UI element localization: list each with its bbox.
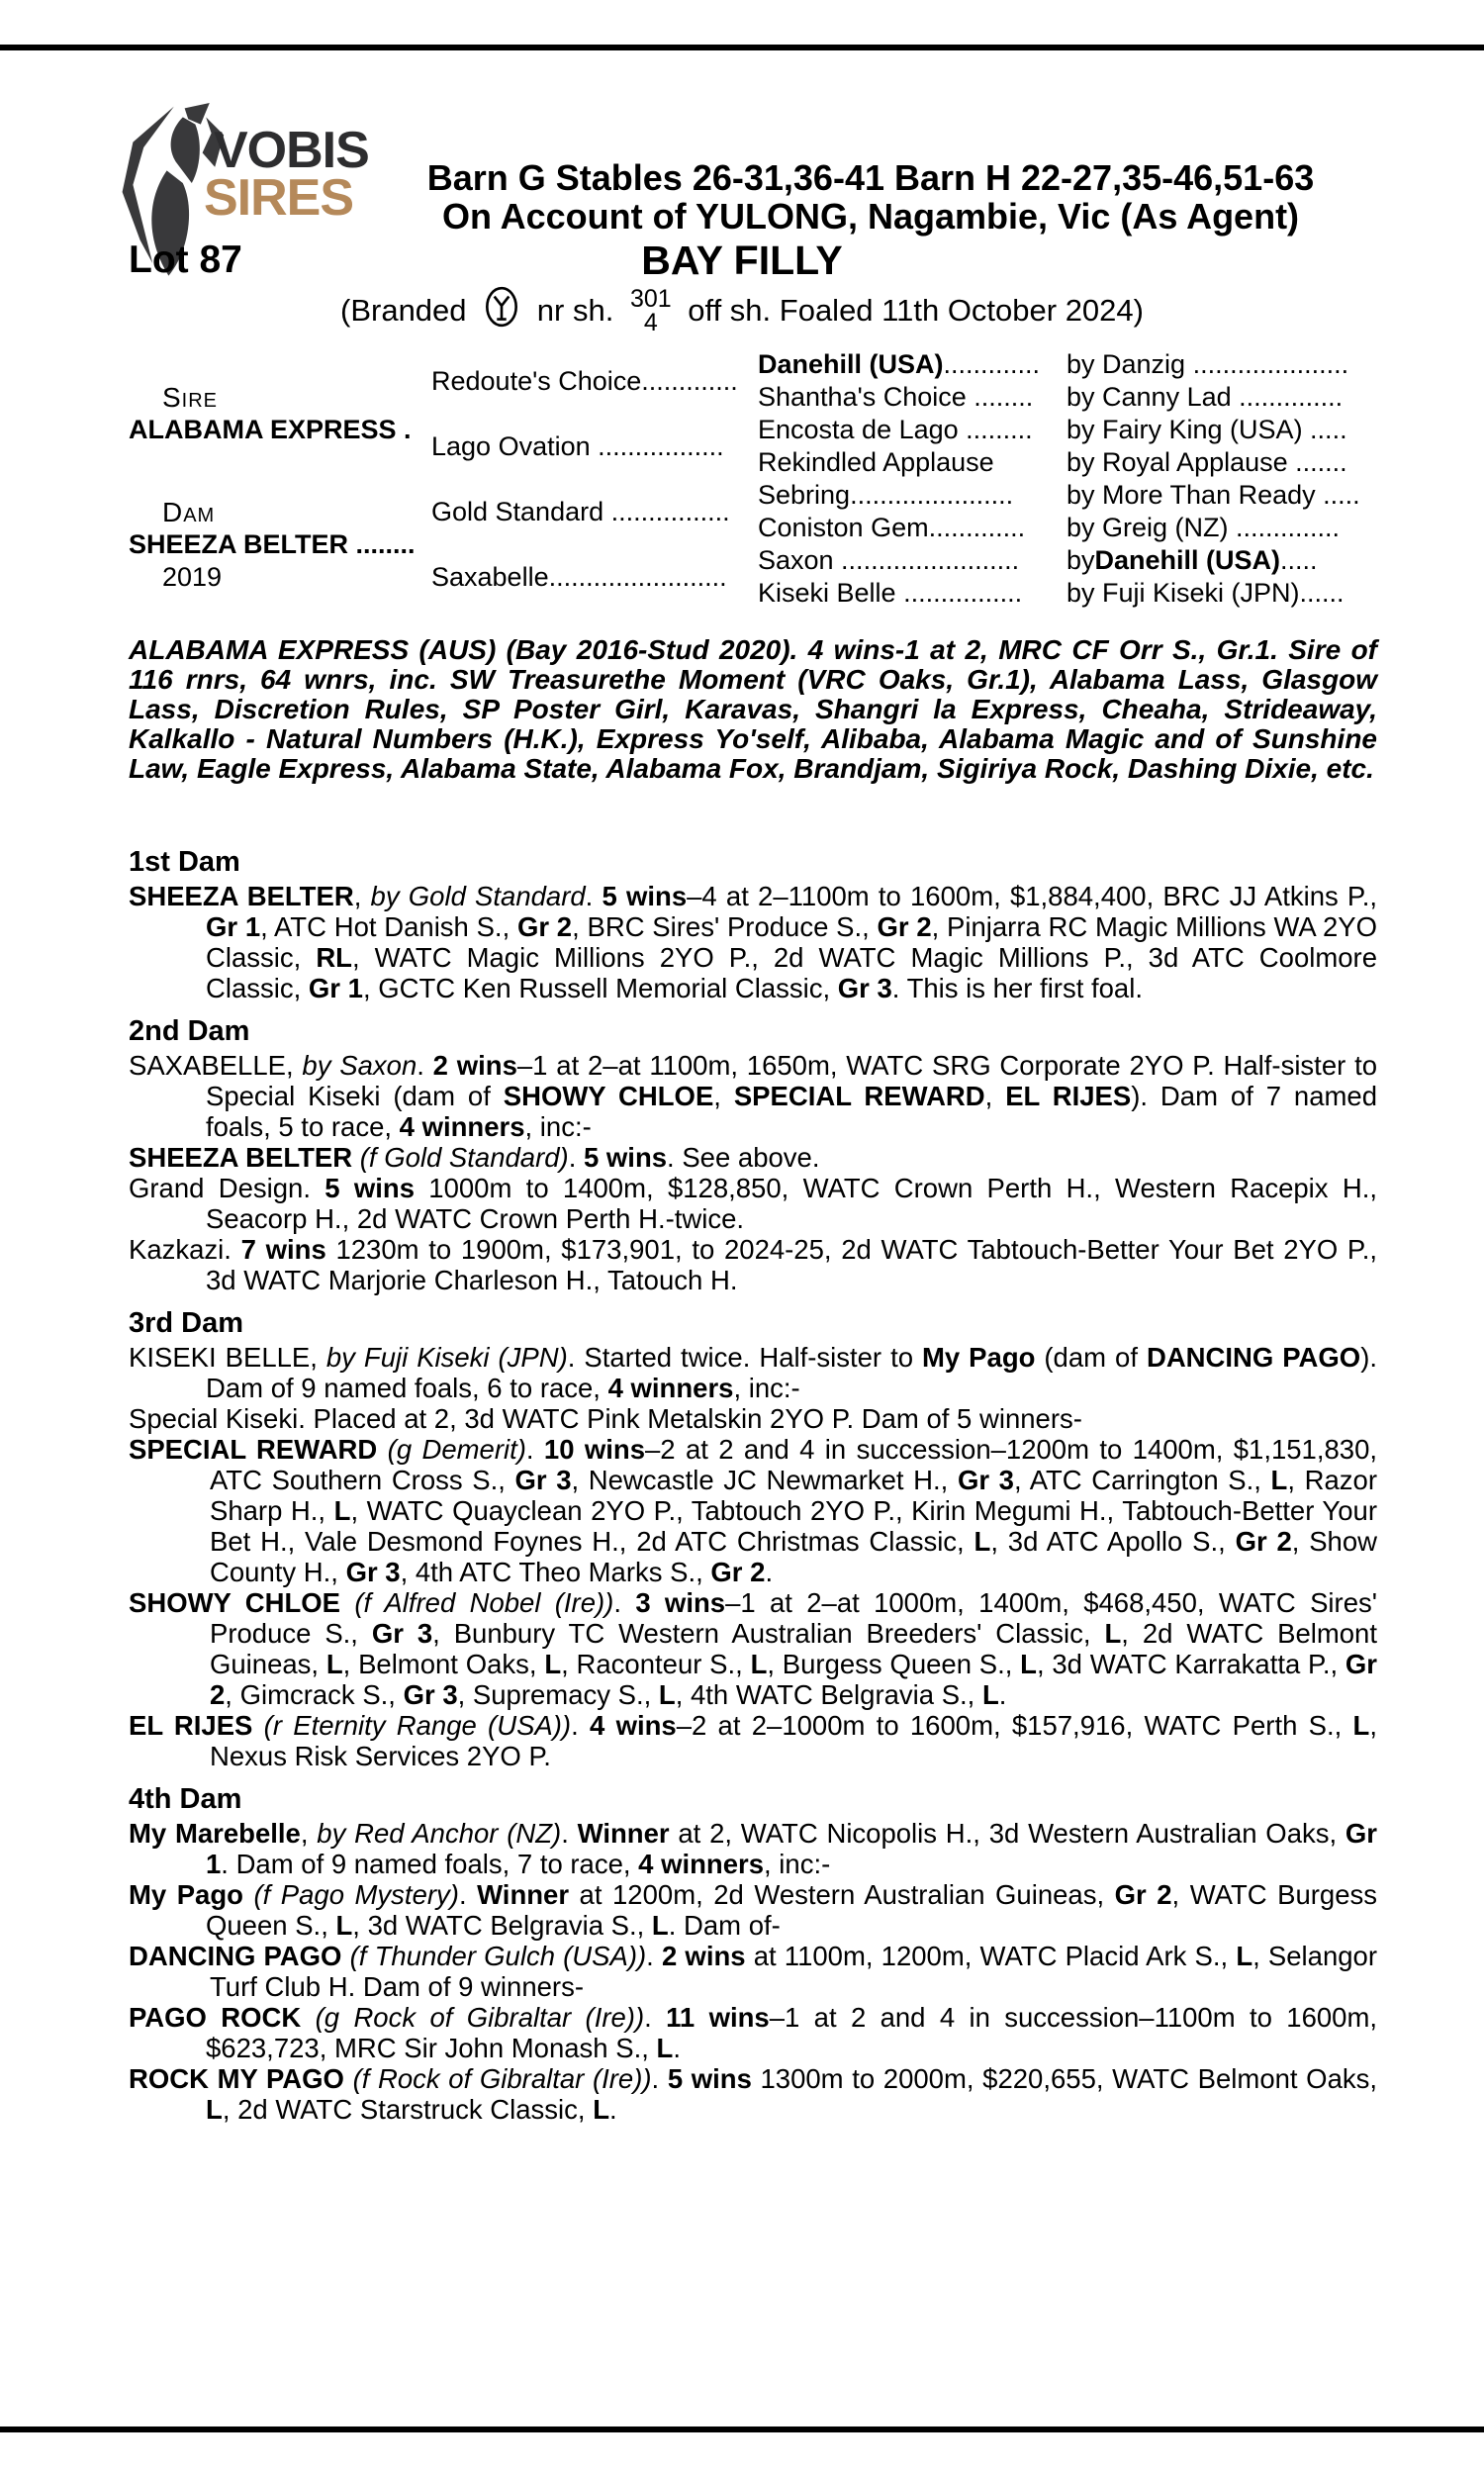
gen3-name-cell: Saxon ........................ [758,545,1020,575]
granddam-cell: Lago Ovation ................. [431,430,724,461]
damdam-cell: Saxabelle........................ [431,561,727,592]
section-3rd-dam [129,1308,1377,1771]
pedigree-paragraph: SHEEZA BELTER, by Gold Standard. 5 wins–4 at 2–1100m to 1600m, $1,884,400, BRC JJ Atkins P., Gr 1, ATC Hot Danish S., Gr 2, BRC Sires' Produce S., Gr 2, Pinjarra RC Magic Millions WA 2YO Classic, RL, WATC Magic Millions 2YO P., 2d WATC Magic Millions P., 3d ATC Coolmore Classic, Gr 1, GCTC Ken Russell Memorial Classic, Gr 3. This is her first foal. [129,881,1378,1003]
gen3-by-cell: by Canny Lad .............. [1067,382,1344,412]
brand-number-bottom: 4 [643,309,658,336]
gen3-by-cell: by Danzig ..................... [1067,349,1349,379]
page-title: BAY FILLY [641,238,843,283]
gen3-name-cell: Sebring...................... [758,480,1014,510]
pedigree-paragraph: Grand Design. 5 wins 1000m to 1400m, $128,850, WATC Crown Perth H., Western Racepix H., Seacorp H., 2d WATC Crown Perth H.-twice. [129,1173,1377,1234]
pedigree-paragraph: KISEKI BELLE, by Fuji Kiseki (JPN). Started twice. Half-sister to My Pago (dam of DANCING PAGO). Dam of 9 named foals, 6 to race, 4 winners, inc:- [129,1342,1378,1403]
sire-label: Sire [162,382,219,413]
pedigree-table [129,348,1377,610]
consignment-header [346,158,1395,236]
gen3-name-cell: Shantha's Choice ........ [758,382,1034,412]
section-heading: 1st Dam [129,846,240,878]
dam-sections [129,847,1377,2125]
damsire-cell: Gold Standard ................ [431,496,730,526]
gen3-name-cell: Encosta de Lago ......... [758,415,1033,444]
gen3-by-cell: by Royal Applause ....... [1067,447,1347,477]
sire-name: ALABAMA EXPRESS . [129,415,412,444]
section-heading: 3rd Dam [129,1307,244,1339]
gen3-name-cell: Kiseki Belle ................ [758,578,1023,608]
gen3-name-cell: Coniston Gem............. [758,513,1026,542]
pedigree-paragraph: My Pago (f Pago Mystery). Winner at 1200m, 2d Western Australian Guineas, Gr 2, WATC Burgess Queen S., L, 3d WATC Belgravia S., L. Dam of- [129,1879,1377,1941]
account-line: On Account of YULONG, Nagambie, Vic (As Agent) [441,196,1300,237]
section-heading: 4th Dam [129,1783,242,1815]
section-heading: 2nd Dam [129,1015,250,1047]
dam-name: SHEEZA BELTER ........ [129,528,416,559]
dam-year: 2019 [162,561,223,592]
gen3-by-cell: by More Than Ready ..... [1067,480,1360,510]
pedigree-paragraph: SPECIAL REWARD (g Demerit). 10 wins–2 at 2 and 4 in succession–1200m to 1400m, $1,151,830, ATC Southern Cross S., Gr 3, Newcastle JC Newmarket H., Gr 3, ATC Carrington S., L, Razor Sharp H., L, WATC Quayclean 2YO P., Tabtouch 2YO P., Kirin Megumi H., Tabtouch-Better Your Bet H., Vale Desmond Foynes H., 2d ATC Christmas Classic, L, 3d ATC Apollo S., Gr 2, Show County H., Gr 3, 4th ATC Theo Marks S., Gr 2. [129,1434,1378,1587]
pedigree-paragraph: SAXABELLE, by Saxon. 2 wins–1 at 2–at 1100m, 1650m, WATC SRG Corporate 2YO P. Half-sister to Special Kiseki (dam of SHOWY CHLOE, SPECIAL REWARD, EL RIJES). Dam of 7 named foals, 5 to race, 4 winners, inc:- [129,1050,1378,1142]
sire-group [129,348,431,479]
section-4th-dam [129,1784,1377,2125]
branded-near-shoulder: nr sh. [536,293,614,328]
branded-suffix: off sh. Foaled 11th October 2024) [688,293,1144,328]
sire-summary: ALABAMA EXPRESS (AUS) (Bay 2016-Stud 2020). 4 wins-1 at 2, MRC CF Orr S., Gr.1. Sire of 116 rnrs, 64 wnrs, inc. SW Treasurethe Moment (VRC Oaks, Gr.1), Alabama Lass, Glasgow Lass, Discretion Rules, SP Poster Girl, Karavas, Shangri la Express, Cheaha, Strideaway, Kalkallo - Natural Numbers (H.K.), Express Yo'self, Alibaba, Alabama Magic and of Sunshine Law, Eagle Express, Alabama State, Alabama Fox, Brandjam, Sigiriya Rock, Dashing Dixie, etc. [129,634,1377,784]
dam-label: Dam [162,496,216,527]
logo-word-vobis: VOBIS [214,122,369,179]
brand-number-top: 301 [629,285,672,313]
pedigree-paragraph: Kazkazi. 7 wins 1230m to 1900m, $173,901, to 2024-25, 2d WATC Tabtouch-Better Your Bet 2YO P., 3d WATC Marjorie Charleson H., Tatouch H. [129,1234,1378,1295]
barn-line: Barn G Stables 26-31,36-41 Barn H 22-27,35-46,51-63 [426,157,1315,198]
pedigree-paragraph: Special Kiseki. Placed at 2, 3d WATC Pink Metalskin 2YO P. Dam of 5 winners- [129,1403,1082,1434]
gen3-by-cell: by Fuji Kiseki (JPN)...... [1067,578,1345,608]
top-rule-line [0,45,1484,50]
brand-number-stack [630,287,672,334]
lot-number: Lot 87 [129,238,242,281]
gen3-by-cell: by Fairy King (USA) ..... [1067,415,1347,444]
branded-prefix: (Branded [340,293,467,328]
pedigree-paragraph: PAGO ROCK (g Rock of Gibraltar (Ire)). 11 wins–1 at 2 and 4 in succession–1100m to 1600m, $623,723, MRC Sir John Monash S., L. [129,2002,1377,2063]
gen3-by-cell: by Danehill (USA) ..... [1067,545,1318,575]
section-1st-dam [129,847,1377,1003]
gen3-by-cell: by Greig (NZ) .............. [1067,513,1341,542]
gen3-name-cell: Danehill (USA) ............. [758,349,1041,379]
pedigree-paragraph: SHEEZA BELTER (f Gold Standard). 5 wins. See above. [129,1142,820,1173]
brand-mark-icon [483,301,529,335]
grandsire-cell: Redoute's Choice............. [431,365,738,396]
bottom-rule-line [0,2426,1484,2432]
logo-word-sires: SIRES [204,169,354,227]
dam-group [129,479,431,610]
pedigree-paragraph: EL RIJES (r Eternity Range (USA)). 4 wins–2 at 2–1000m to 1600m, $157,916, WATC Perth S., L, Nexus Risk Services 2YO P. [129,1710,1377,1771]
section-2nd-dam [129,1016,1377,1295]
pedigree-paragraph: ROCK MY PAGO (f Rock of Gibraltar (Ire)). 5 wins 1300m to 2000m, $220,655, WATC Belmont Oaks, L, 2d WATC Starstruck Classic, L. [129,2063,1378,2125]
branded-line [0,285,1484,336]
pedigree-paragraph: DANCING PAGO (f Thunder Gulch (USA)). 2 wins at 1100m, 1200m, WATC Placid Ark S., L, Selangor Turf Club H. Dam of 9 winners- [129,1941,1378,2002]
pedigree-paragraph: My Marebelle, by Red Anchor (NZ). Winner at 2, WATC Nicopolis H., 3d Western Australian Oaks, Gr 1. Dam of 9 named foals, 7 to race, 4 winners, inc:- [129,1818,1378,1879]
pedigree-paragraph: SHOWY CHLOE (f Alfred Nobel (Ire)). 3 wins–1 at 2–at 1000m, 1400m, $468,450, WATC Sires' Produce S., Gr 3, Bunbury TC Western Australian Breeders' Classic, L, 2d WATC Belmont Guineas, L, Belmont Oaks, L, Raconteur S., L, Burgess Queen S., L, 3d WATC Karrakatta P., Gr 2, Gimcrack S., Gr 3, Supremacy S., L, 4th WATC Belgravia S., L. [129,1587,1377,1710]
gen3-name-cell: Rekindled Applause [758,447,994,477]
